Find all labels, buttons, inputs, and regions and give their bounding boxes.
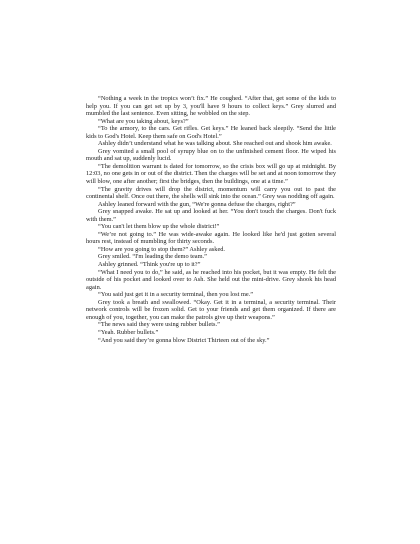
paragraph: Grey snapped awake. He sat up and looked at her. “You don't touch the charges. Don't fuck with them.” (86, 208, 336, 223)
paragraph: Ashley didn’t understand what he was talking about. She reached out and shook him awake. (98, 140, 332, 148)
paragraph: “We’re not going to.” He was wide-awake again. He looked like he'd just gotten several hours rest, instead of mumbling for thirty seconds. (86, 230, 336, 246)
paragraph: Grey smiled. “I'm leading the demo team.” (98, 253, 207, 261)
body-text (86, 95, 336, 344)
paragraph: “You can't let them blow up the whole district!” (98, 223, 220, 231)
paragraph: “Nothing a week in the tropics won’t fix.” He coughed. “After that, get some of the kids to help you. If you can get set up by 3, you'll have 9 hours to collect keys.” Grey slurred and mumbled the last sentence. Even sitting, he wobbled on the step. (86, 95, 336, 118)
paragraph: “The news said they were using rubber bullets.” (98, 321, 220, 329)
paragraph: “How are you going to stop them?” Ashley asked. (98, 245, 226, 253)
paragraph: “The gravity drives will drop the district, momentum will carry you out to past the continental shelf. Once out there, the shells will sink into the ocean.” Grey was nodding off again. (86, 185, 336, 201)
paragraph: “Yeah. Rubber bullets.” (98, 328, 159, 336)
paragraph: “The demolition warrant is dated for tomorrow, so the crisis box will go up at midnight. By 12:03, no one gets in or out of the district. Then the charges will be set and at noon tomorrow they will blow, one after another; first the bridges, then the buildings, one at a time.” (86, 162, 336, 186)
paragraph: “What are you taking about, keys?” (98, 117, 189, 125)
paragraph: “You said just get it in a security terminal, then you lost me.” (98, 291, 254, 299)
paragraph: Ashley grinned. “Think you're up to it?” (98, 261, 201, 269)
paragraph: “And you said they’re gonna blow District Thirteen out of the sky.” (98, 336, 270, 344)
paragraph: “What I need you to do,” he said, as he reached into his pocket, but it was empty. He felt the outside of his pocket and looked over to Ash. She held out the mini-drive. Grey shook his head again. (86, 268, 336, 291)
paragraph: “To the armory, to the cars. Get rifles. Get keys.” He leaned back sleepily. “Send the little kids to God's Hotel. Keep them safe on God's Hotel.” (86, 125, 336, 140)
paragraph: Grey took a breath and swallowed. “Okay. Get it in a terminal, a security terminal. Their network controls will be frozen solid. Get to your friends and get them organized. If there are enough of you, together, you can make the patrols give up their weapons.” (86, 298, 336, 321)
paragraph: Ashley leaned forward with the gun, “We're gonna defuse the charges, right?” (98, 200, 296, 208)
paragraph: Grey vomited a small pool of syrupy blue on to the unfinished cement floor. He wiped his mouth and sat up, suddenly lucid. (86, 147, 336, 163)
